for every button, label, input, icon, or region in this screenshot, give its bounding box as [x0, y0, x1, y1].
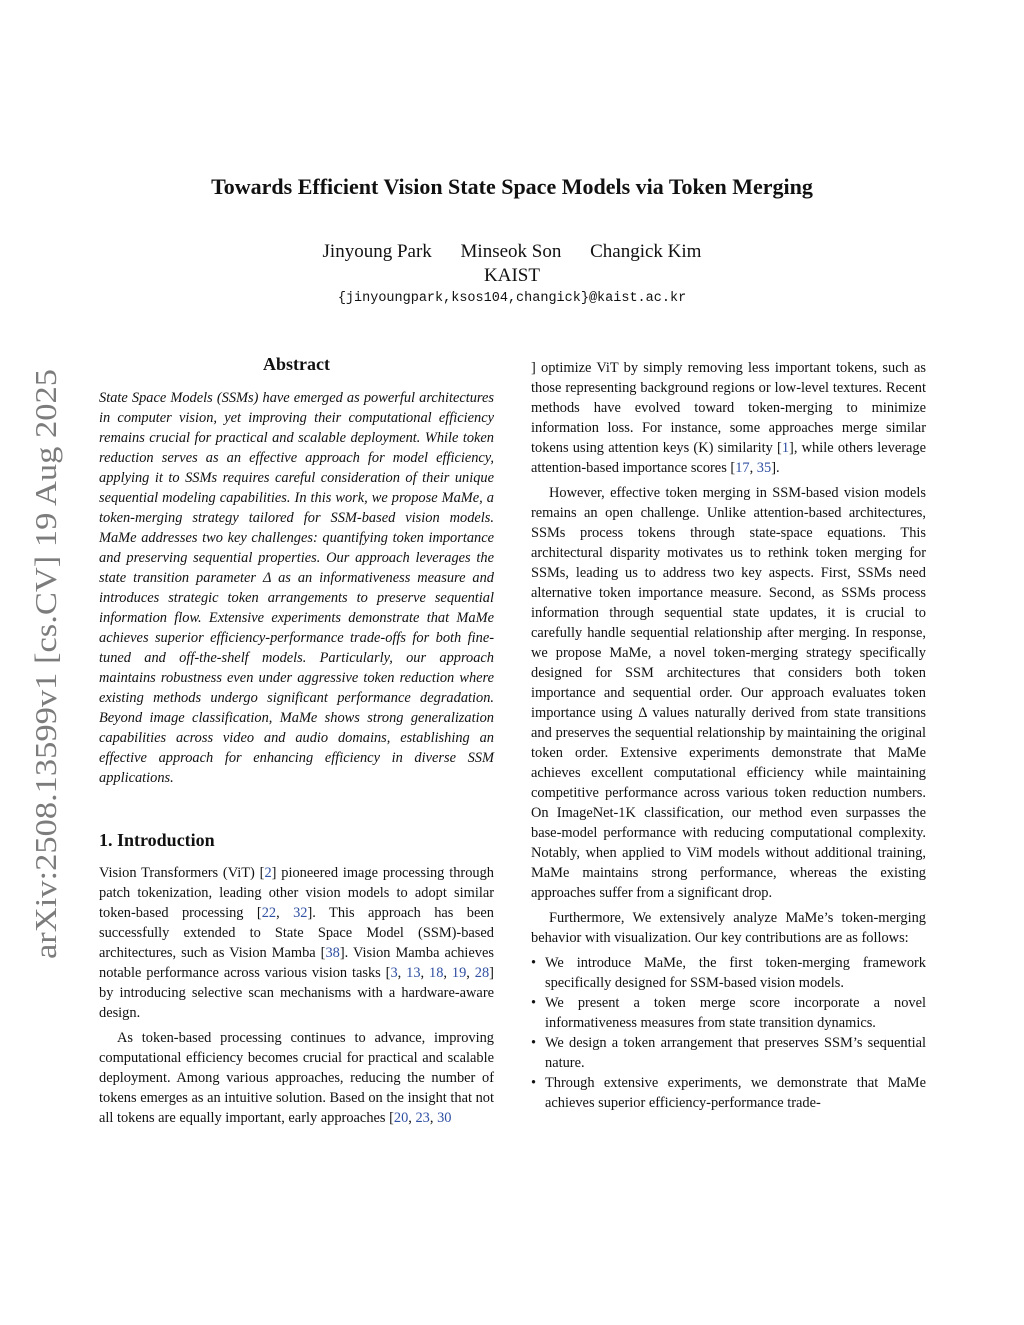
- citation-link[interactable]: 32: [293, 905, 308, 921]
- citation-link[interactable]: 38: [325, 945, 340, 961]
- citation-link[interactable]: 19: [451, 965, 467, 981]
- paper-title: Towards Efficient Vision State Space Models via Token Merging: [211, 174, 813, 199]
- bullet-icon: •: [531, 1075, 537, 1091]
- contributions-list: [531, 953, 926, 1113]
- citation-link[interactable]: 30: [437, 1110, 452, 1126]
- citation-link[interactable]: 2: [264, 865, 272, 881]
- author-name: Changick Kim: [590, 241, 702, 262]
- list-item: • We present a token merge score incorporate a novel informativeness measures from state transition dynamics.: [531, 995, 926, 1031]
- citation-link[interactable]: 35: [756, 460, 772, 476]
- intro-paragraph-4: Furthermore, We extensively analyze MaMe’s token-merging behavior with visualization. Our key contributions are as follows:: [531, 910, 926, 946]
- affiliation: KAIST: [484, 265, 540, 286]
- right-column: [531, 358, 926, 1113]
- bullet-icon: •: [531, 955, 537, 971]
- intro-paragraph-3: However, effective token merging in SSM-based vision models remains an open challenge. Unlike attention-based architectures, SSMs process tokens through state-space equations. This architectural disparity motivates us to rethink token merging for SSMs, leading us to address two key aspects. First, SSMs need alternative token importance measure. Second, as SSMs process information through sequential state updates, it is crucial to carefully handle sequential relationship after merging. In response, we propose MaMe, a novel token-merging strategy specifically designed for SSM architectures that considers both token importance and sequential order. Our approach evaluates token importance using Δ values naturally derived from state transitions and preserves the sequential relationship by maintaining the original token order. Extensive experiments demonstrate that MaMe achieves excellent computational efficiency while maintaining competitive performance across various token reduction numbers. On ImageNet-1K classification, our method even surpasses the base-model performance with reducing computational complexity. Notably, when applied to ViM models without additional training, MaMe maintains strong performance, whereas the existing approaches suffer from a significant drop.: [531, 485, 926, 901]
- citation-link[interactable]: 23: [415, 1110, 430, 1126]
- intro-paragraph-2: As token-based processing continues to advance, improving computational efficiency becomes crucial for practical and scalable deployment. Among various approaches, reducing the number of tokens emerges as an intuitive solution. Based on the insight that not all tokens are equally important, early approaches [20, 23, 30: [99, 1030, 494, 1126]
- author-name: Minseok Son: [460, 241, 562, 262]
- author-name: Jinyoung Park: [322, 241, 432, 262]
- arxiv-stamp: [16, 367, 70, 959]
- citation-link[interactable]: 22: [261, 905, 277, 921]
- citation-link[interactable]: 17: [735, 460, 750, 476]
- list-item: • We introduce MaMe, the first token-merging framework specifically designed for SSM-based vision models.: [531, 955, 926, 991]
- author-emails: {jinyoungpark,ksos104,changick}@kaist.ac.kr: [337, 291, 687, 306]
- citation-link[interactable]: 18: [429, 965, 444, 981]
- list-item: • Through extensive experiments, we demonstrate that MaMe achieves superior efficiency-performance trade-: [531, 1075, 926, 1111]
- bullet-icon: •: [531, 1035, 537, 1051]
- arxiv-id: arXiv:2508.13599v1 [cs.CV] 19 Aug 2025: [28, 428, 63, 959]
- citation-link[interactable]: 20: [393, 1110, 409, 1126]
- intro-paragraph-2-continued: ] optimize ViT by simply removing less important tokens, such as those representing background regions or low-level textures. Recent methods have evolved toward token-merging to minimize information loss. For instance, some approaches merge similar tokens using attention keys (K) similarity [1], while others leverage attention-based importance scores [17, 35].: [531, 360, 926, 476]
- list-item: • We design a token arrangement that preserves SSM’s sequential nature.: [531, 1035, 926, 1071]
- bullet-icon: •: [531, 995, 537, 1011]
- citation-link[interactable]: 28: [474, 965, 490, 981]
- author-list: [0, 241, 1024, 263]
- section-heading-introduction: 1. Introduction: [99, 830, 215, 850]
- left-column: [99, 354, 494, 1133]
- intro-paragraph-1: Vision Transformers (ViT) [2] pioneered image processing through patch tokenization, leading other vision models to adopt similar token-based processing [22, 32]. This approach has been successfully extended to State Space Model (SSM)-based architectures, such as Vision Mamba [38]. Vision Mamba achieves notable performance across various vision tasks [3, 13, 18, 19, 28] by introducing selective scan mechanisms with a hardware-aware design.: [99, 865, 494, 1021]
- abstract-text: State Space Models (SSMs) have emerged as powerful architectures in computer vision, yet improving their computational efficiency remains crucial for practical and scalable deployment. While token reduction serves as an effective approach for model efficiency, applying it to SSMs requires careful consideration of their unique sequential modeling capabilities. In this work, we propose MaMe, a token-merging strategy tailored for SSM-based vision models. MaMe addresses two key challenges: quantifying token importance and preserving sequential properties. Our approach leverages the state transition parameter Δ as an informativeness measure and introduces strategic token arrangements to preserve sequential information flow. Extensive experiments demonstrate that MaMe achieves superior efficiency-performance trade-offs for both fine-tuned and off-the-shelf models. Particularly, our approach maintains robustness even under aggressive token reduction where existing methods undergo significant performance degradation. Beyond image classification, MaMe shows strong generalization capabilities across video and audio domains, establishing an effective approach for enhancing efficiency in diverse SSM applications.: [99, 390, 494, 786]
- citation-link[interactable]: 13: [406, 965, 421, 981]
- citation-link[interactable]: 1: [781, 440, 790, 456]
- abstract-heading: Abstract: [263, 354, 330, 374]
- citation-link[interactable]: 3: [390, 965, 398, 981]
